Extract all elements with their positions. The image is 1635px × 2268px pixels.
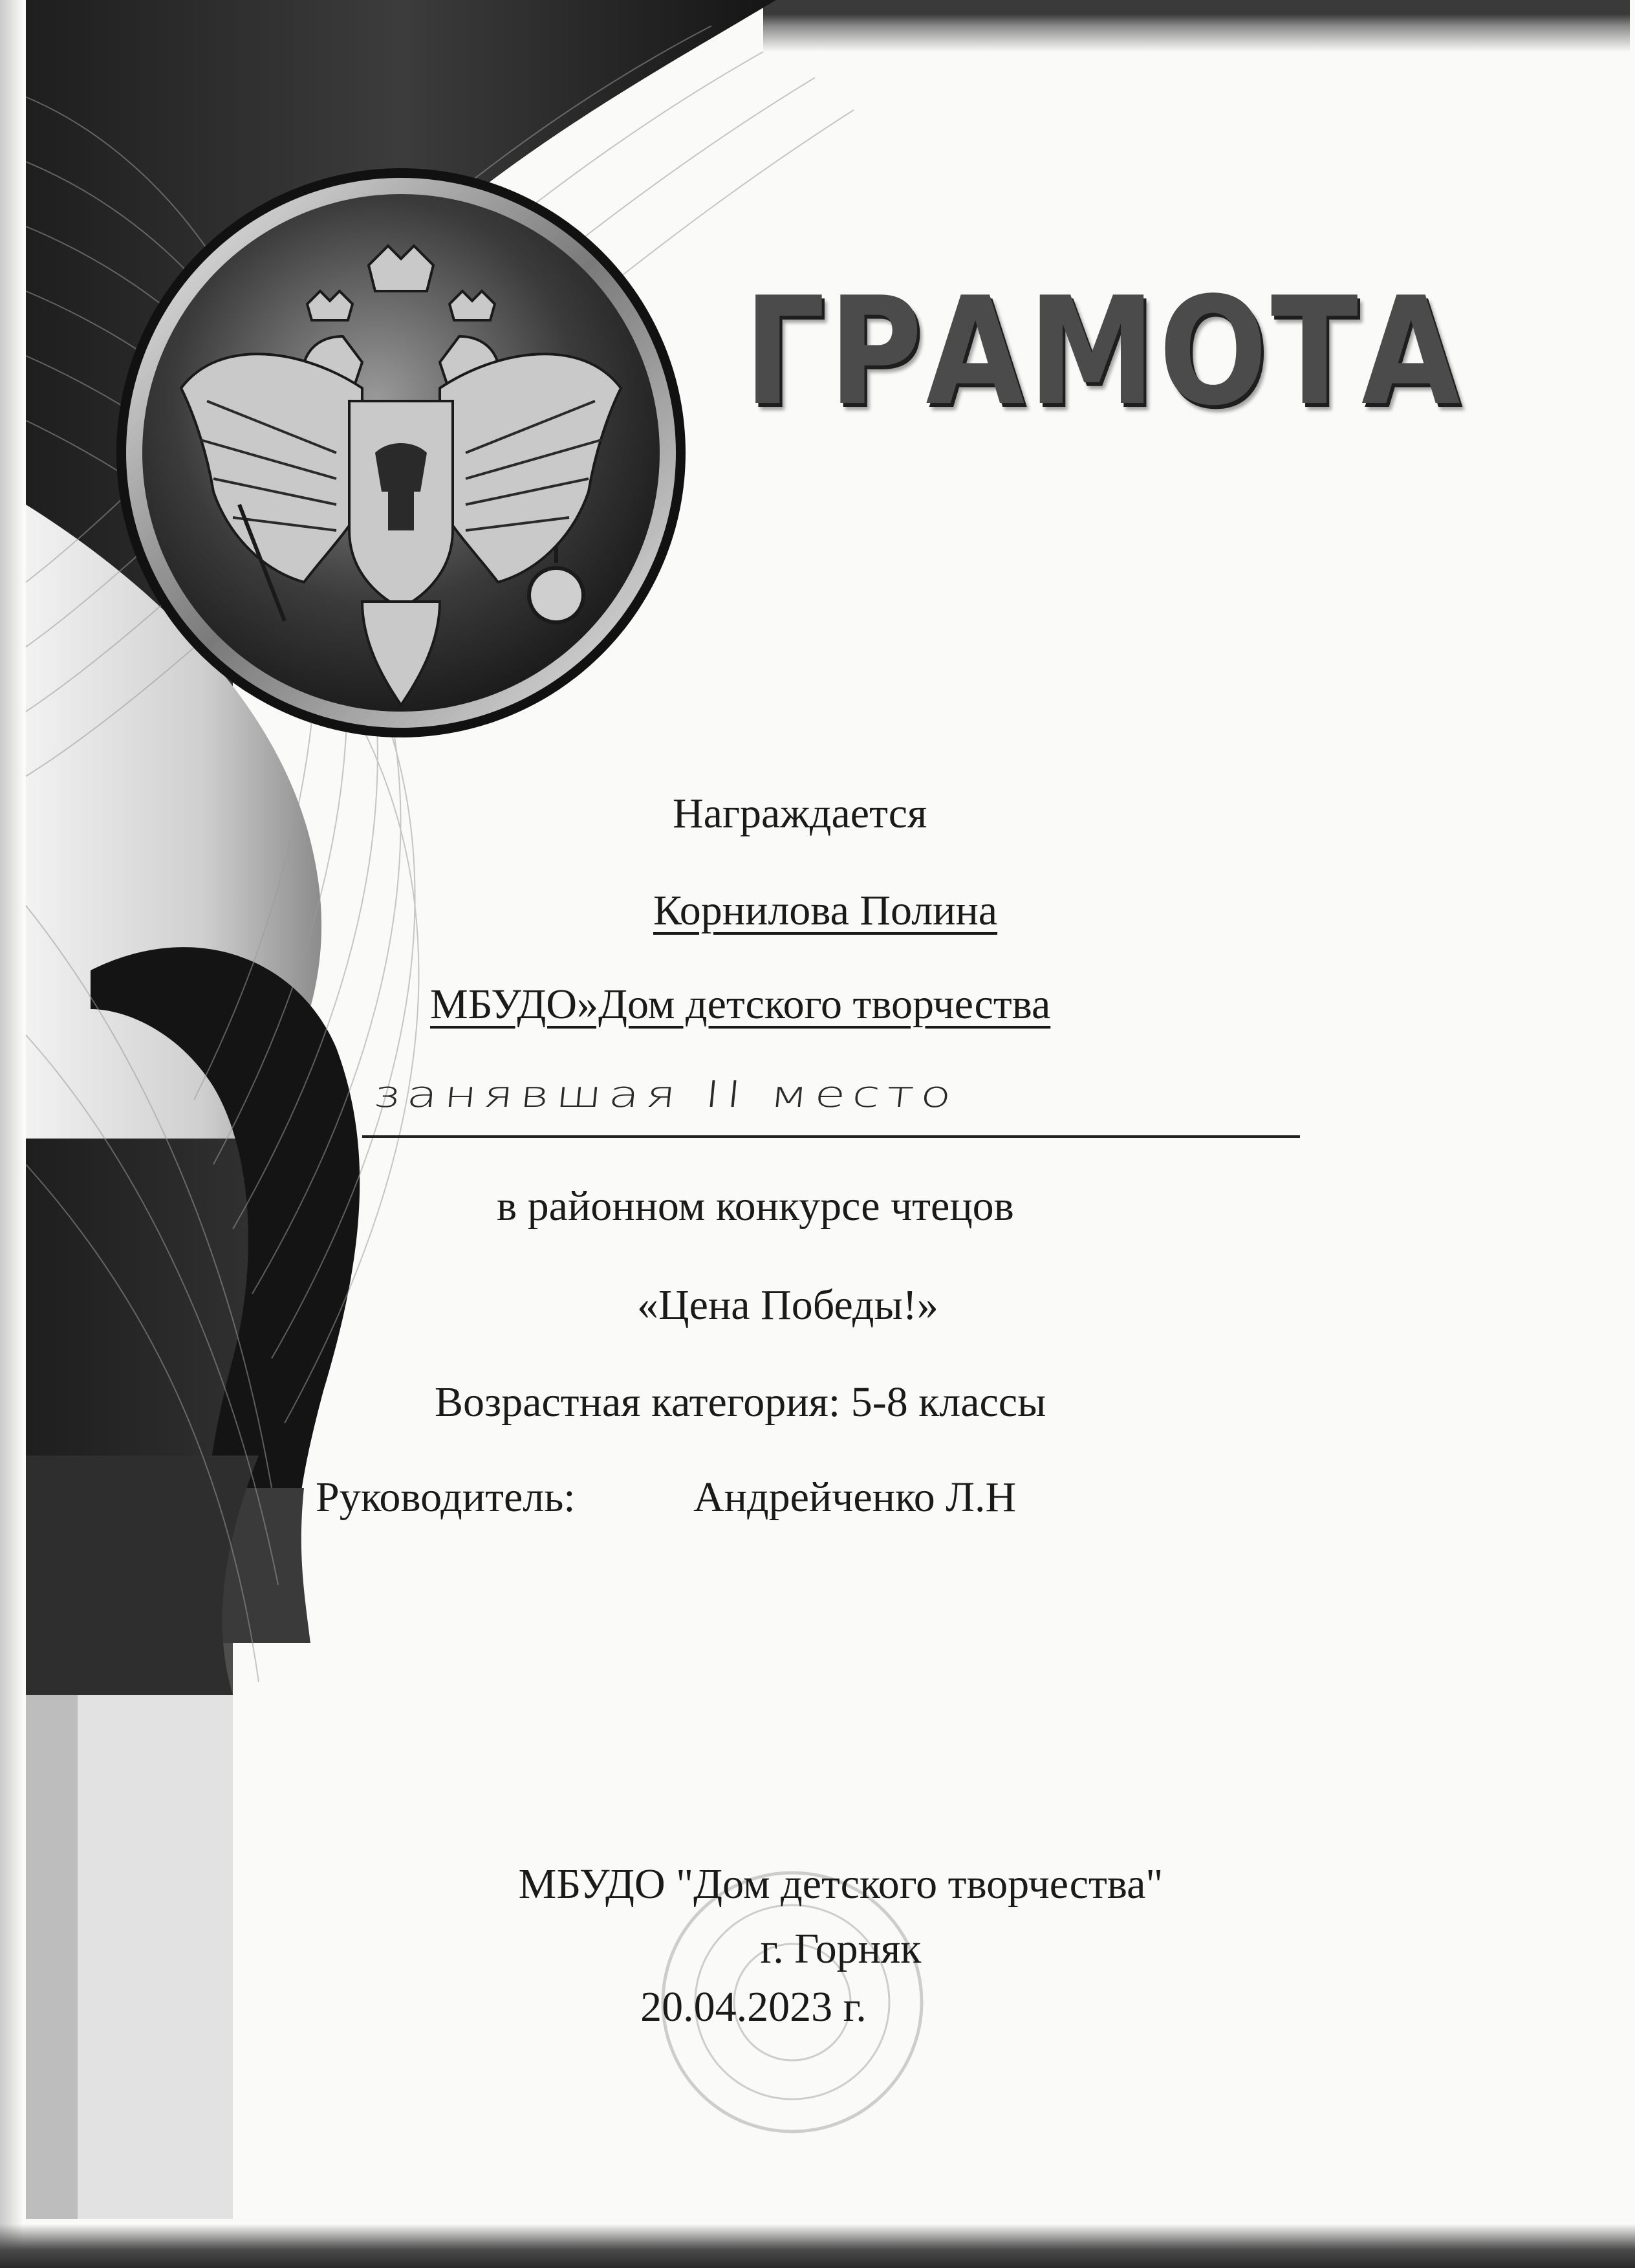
footer-city: г. Горняк [760,1925,922,1972]
recipient-name: Корнилова Полина [653,887,998,934]
organization-name: МБУДО»Дом детского творчества [430,981,1051,1028]
supervisor-name: Андрейченко Л.Н [693,1474,1017,1521]
contest-name: «Цена Победы!» [637,1281,938,1329]
scan-edge-bottom [0,2224,1635,2268]
awarded-label: Награждается [673,790,927,837]
supervisor-label: Руководитель: [316,1474,576,1521]
certificate-title: ГРАМОТА [744,266,1464,439]
handwritten-underline [362,1135,1300,1138]
age-category: Возрастная категория: 5-8 классы [435,1379,1046,1426]
footer-organization: МБУДО "Дом детского творчества" [518,1860,1164,1908]
contest-text: в районном конкурсе чтецов [497,1183,1014,1230]
footer-date: 20.04.2023 г. [640,1983,867,2031]
place-handwritten: занявшая II место [371,1074,960,1116]
